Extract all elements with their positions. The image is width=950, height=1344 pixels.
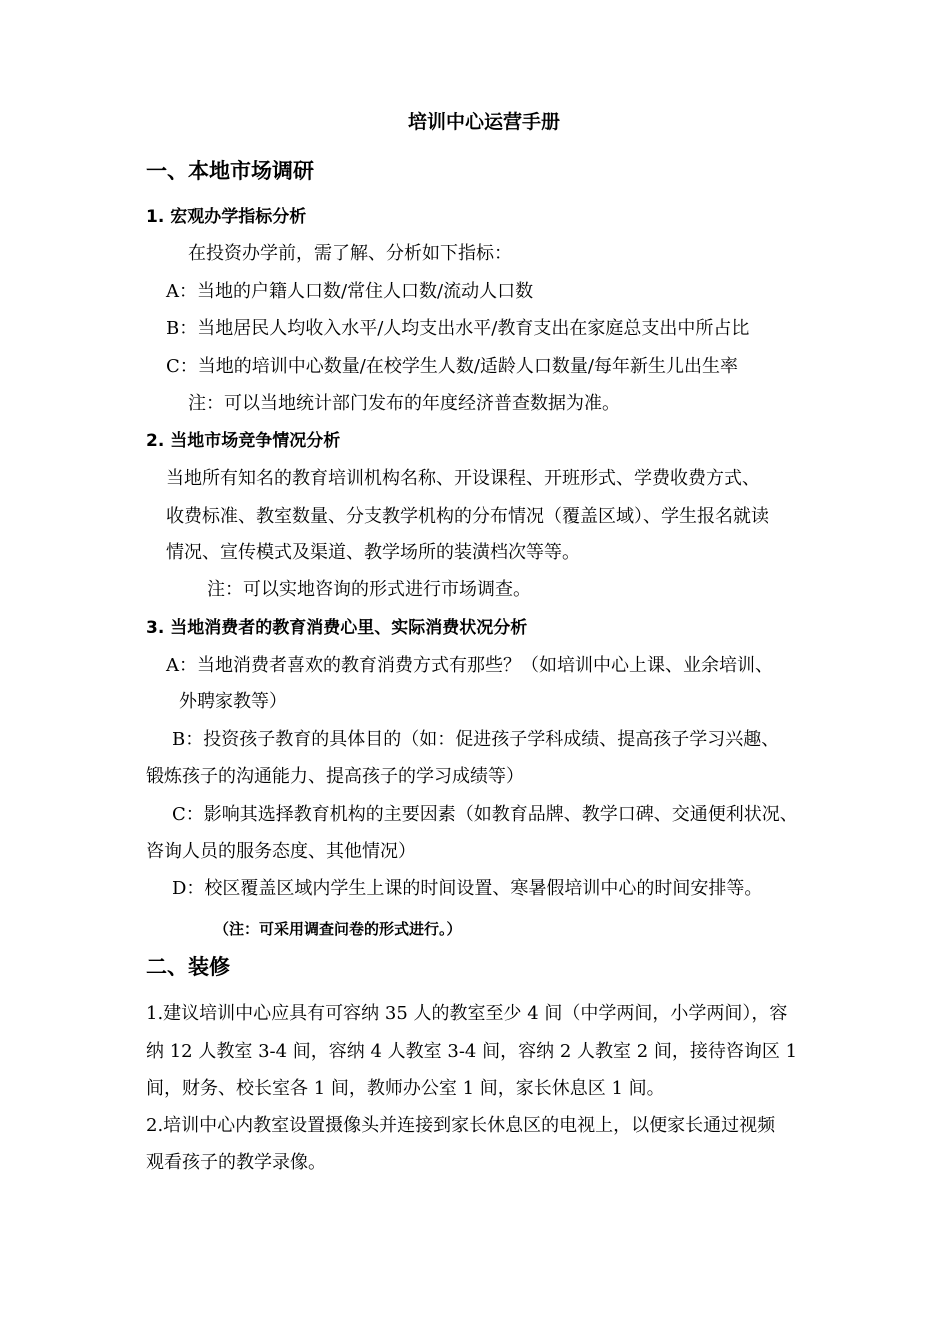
subheading-competition: 2. 当地市场竞争情况分析	[146, 431, 341, 451]
paragraph-line: 纳 12 人教室 3-4 间，容纳 4 人教室 3-4 间，容纳 2 人教室 2 间，接待咨询区 1	[146, 1041, 798, 1062]
paragraph-line: 当地所有知名的教育培训机构名称、开设课程、开班形式、学费收费方式、	[166, 468, 760, 489]
list-item-c-continued: 咨询人员的服务态度、其他情况）	[146, 841, 416, 862]
section-heading-market-research: 一、本地市场调研	[146, 159, 314, 183]
paragraph-line: 情况、宣传模式及渠道、教学场所的装潢档次等等。	[166, 542, 580, 563]
subheading-consumer-analysis: 3. 当地消费者的教育消费心里、实际消费状况分析	[146, 618, 528, 638]
list-item-d: D：校区覆盖区域内学生上课的时间设置、寒暑假培训中心的时间安排等。	[172, 878, 763, 899]
paragraph-intro: 在投资办学前，需了解、分析如下指标：	[188, 243, 512, 264]
list-item-b-continued: 锻炼孩子的沟通能力、提高孩子的学习成绩等）	[146, 766, 524, 787]
paragraph-line: 收费标准、教室数量、分支教学机构的分布情况（覆盖区域）、学生报名就读	[166, 506, 769, 527]
page-title: 培训中心运营手册	[408, 111, 561, 133]
paragraph-line: 1.建议培训中心应具有可容纳 35 人的教室至少 4 间（中学两间，小学两间），容	[146, 1003, 788, 1024]
list-item-a-continued: 外聘家教等）	[179, 691, 287, 712]
note-questionnaire: （注：可采用调查问卷的形式进行。）	[214, 920, 462, 938]
list-item-b: B：当地居民人均收入水平/人均支出水平/教育支出在家庭总支出中所占比	[166, 318, 750, 339]
paragraph-line: 观看孩子的教学录像。	[146, 1152, 326, 1173]
section-heading-decoration: 二、装修	[146, 955, 230, 979]
list-item-c: C：影响其选择教育机构的主要因素（如教育品牌、教学口碑、交通便利状况、	[172, 804, 798, 825]
note-field-survey: 注：可以实地咨询的形式进行市场调查。	[207, 579, 531, 600]
note-statistics: 注：可以当地统计部门发布的年度经济普查数据为准。	[188, 393, 620, 414]
list-item-c: C：当地的培训中心数量/在校学生人数/适龄人口数量/每年新生儿出生率	[166, 356, 738, 377]
list-item-a: A：当地的户籍人口数/常住人口数/流动人口数	[166, 281, 534, 302]
paragraph-line: 间，财务、校长室各 1 间，教师办公室 1 间，家长休息区 1 间。	[146, 1078, 665, 1099]
subheading-macro-indicators: 1. 宏观办学指标分析	[146, 207, 307, 227]
paragraph-line: 2.培训中心内教室设置摄像头并连接到家长休息区的电视上，以便家长通过视频	[146, 1115, 776, 1136]
list-item-b: B：投资孩子教育的具体目的（如：促进孩子学科成绩、提高孩子学习兴趣、	[172, 729, 780, 750]
list-item-a: A：当地消费者喜欢的教育消费方式有那些？（如培训中心上课、业余培训、	[166, 655, 773, 676]
